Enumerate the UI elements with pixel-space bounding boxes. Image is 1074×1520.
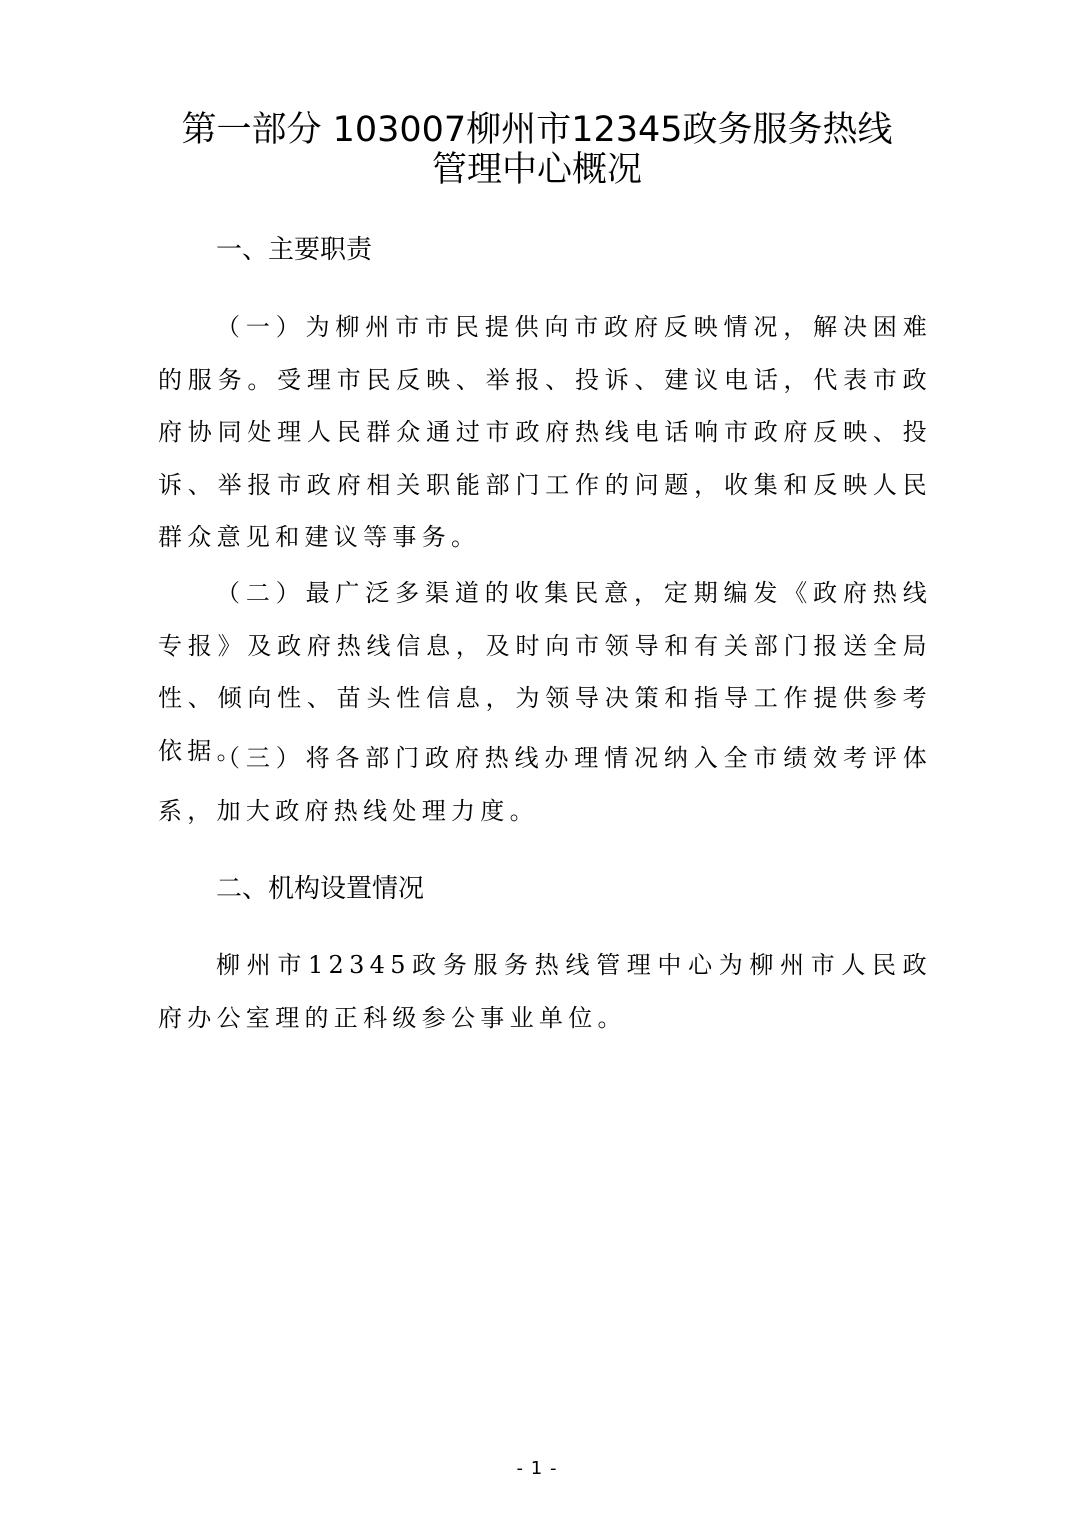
paragraph-duty-3: （三）将各部门政府热线办理情况纳入全市绩效考评体系，加大政府热线处理力度。: [158, 744, 932, 825]
page-number: - 1 -: [516, 1458, 558, 1479]
document-title-line-2: 管理中心概况: [431, 150, 642, 190]
paragraph-duty-1: （一）为柳州市市民提供向市政府反映情况，解决困难的服务。受理市民反映、举报、投诉、建议电话，代表市政府协同处理人民群众通过市政府热线电话响市政府反映、投诉、举报市政府相关职能部门工作的问题，收集和反映人民群众意见和建议等事务。: [158, 313, 932, 551]
section-heading-duties: 一、主要职责: [216, 235, 373, 265]
document-title-line-1: 第一部分 103007柳州市12345政务服务热线: [181, 110, 893, 150]
section-heading-organization: 二、机构设置情况: [216, 874, 425, 904]
paragraph-organization: 柳州市12345政务服务热线管理中心为柳州市人民政府办公室理的正科级参公事业单位。: [158, 951, 932, 1032]
paragraph-duty-2: （二）最广泛多渠道的收集民意，定期编发《政府热线专报》及政府热线信息，及时向市领导和有关部门报送全局性、倾向性、苗头性信息，为领导决策和指导工作提供参考依据。: [158, 579, 932, 765]
